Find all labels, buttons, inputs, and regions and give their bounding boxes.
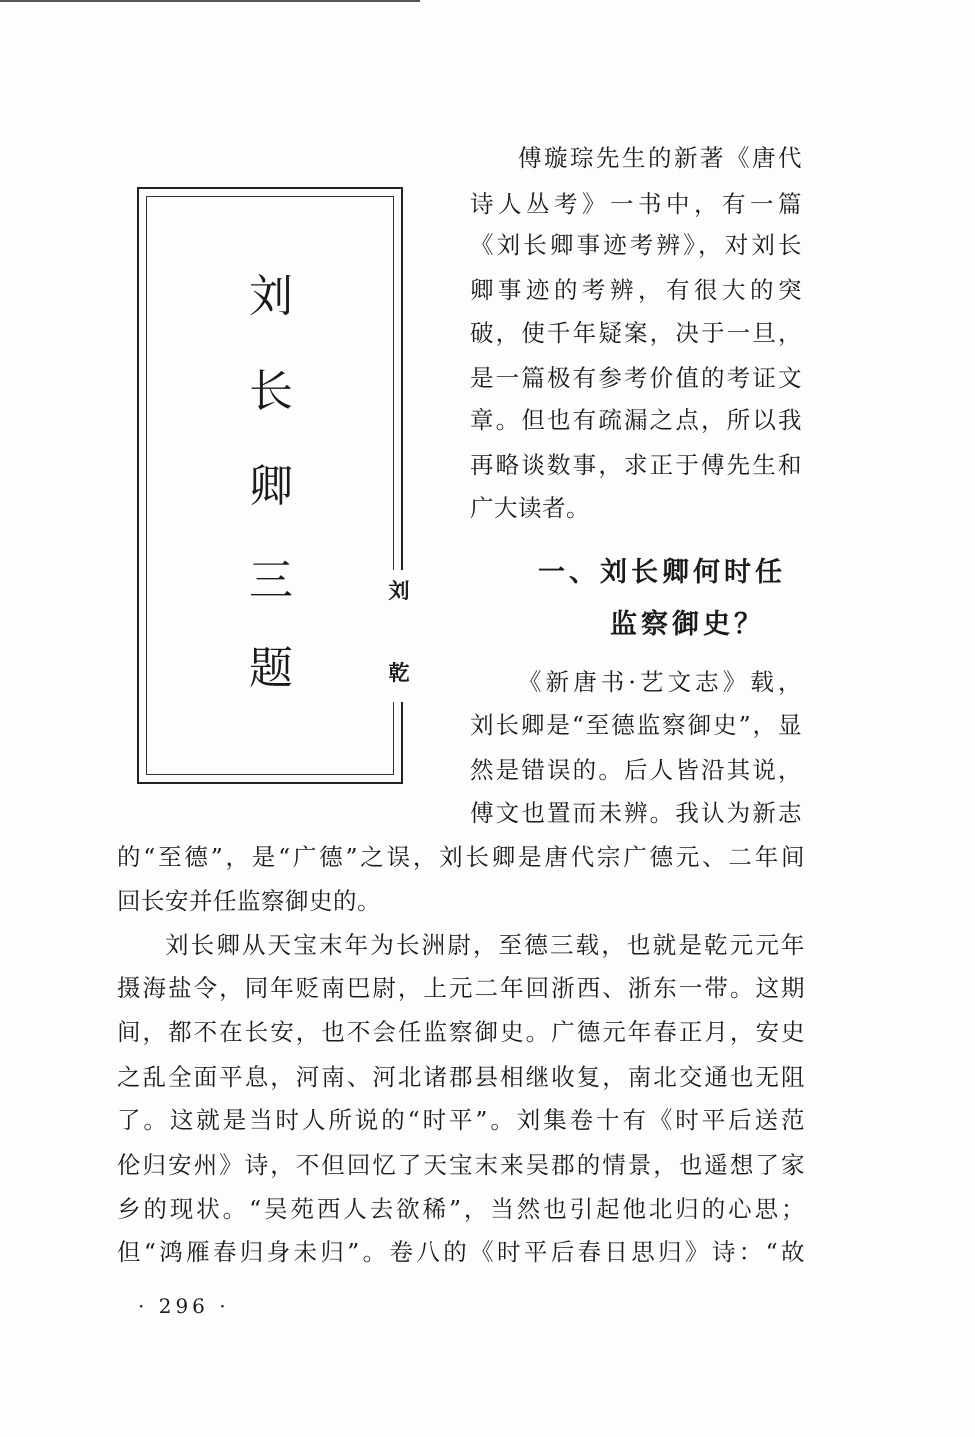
text-line: 刘长卿从天宝末年为长洲尉，至德三载，也就是乾元元年 (165, 931, 805, 959)
text-line: 《新唐书·艺文志》载， (518, 668, 802, 696)
title-char: 三 (249, 555, 293, 606)
title-char: 长 (249, 366, 293, 417)
text-line: 摄海盐令，同年贬南巴尉，上元二年回浙西、浙东一带。这期 (117, 974, 805, 1002)
text-line: 了。这就是当时人所说的“时平”。刘集卷十有《时平后送范 (117, 1106, 805, 1134)
text-line: 卿事迹的考辨，有很大的突 (470, 276, 802, 304)
text-line: 再略谈数事，求正于傅先生和 (470, 451, 802, 479)
text-line: 《刘长卿事迹考辨》，对刘长 (470, 231, 802, 259)
author-char: 乾 (388, 660, 410, 685)
section-heading-line1: 一、刘长卿何时任 (538, 557, 786, 588)
text-line: 章。但也有疏漏之点，所以我 (470, 406, 802, 434)
title-char: 刘 (249, 271, 293, 322)
text-line: 破，使千年疑案，决于一旦， (470, 319, 802, 347)
text-line: 傅文也置而未辨。我认为新志 (470, 799, 802, 827)
text-line: 是一篇极有参考价值的考证文 (470, 364, 802, 392)
text-line: 但“鸿雁春归身未归”。卷八的《时平后春日思归》诗：“故 (117, 1238, 805, 1266)
text-line: 伦归安州》诗，不但回忆了天宝末来吴郡的情景，也遥想了家 (117, 1151, 805, 1179)
top-rule (0, 0, 420, 2)
section-heading-line2: 监察御史？ (610, 609, 765, 640)
title-char: 题 (249, 643, 293, 694)
text-line: 回长安并任监察御史的。 (117, 887, 381, 915)
text-line: 间，都不在长安，也不会任监察御史。广德元年春正月，安史 (117, 1018, 805, 1046)
text-line: 的“至德”，是“广德”之误，刘长卿是唐代宗广德元、二年间 (117, 843, 805, 871)
page-number: · 296 · (138, 1294, 230, 1318)
text-line: 之乱全面平息，河南、河北诸郡县相继收复，南北交通也无阻 (117, 1063, 805, 1091)
text-line: 傅璇琮先生的新著《唐代 (518, 144, 802, 172)
title-char: 卿 (249, 461, 293, 512)
text-line: 诗人丛考》一书中，有一篇 (470, 190, 802, 218)
text-line: 乡的现状。“吴苑西人去欲稀”，当然也引起他北归的心思； (117, 1195, 805, 1223)
text-line: 广大读者。 (470, 494, 590, 522)
text-line: 刘长卿是“至德监察御史”，显 (470, 711, 802, 739)
author-char: 刘 (388, 578, 410, 603)
text-line: 然是错误的。后人皆沿其说， (470, 756, 802, 784)
